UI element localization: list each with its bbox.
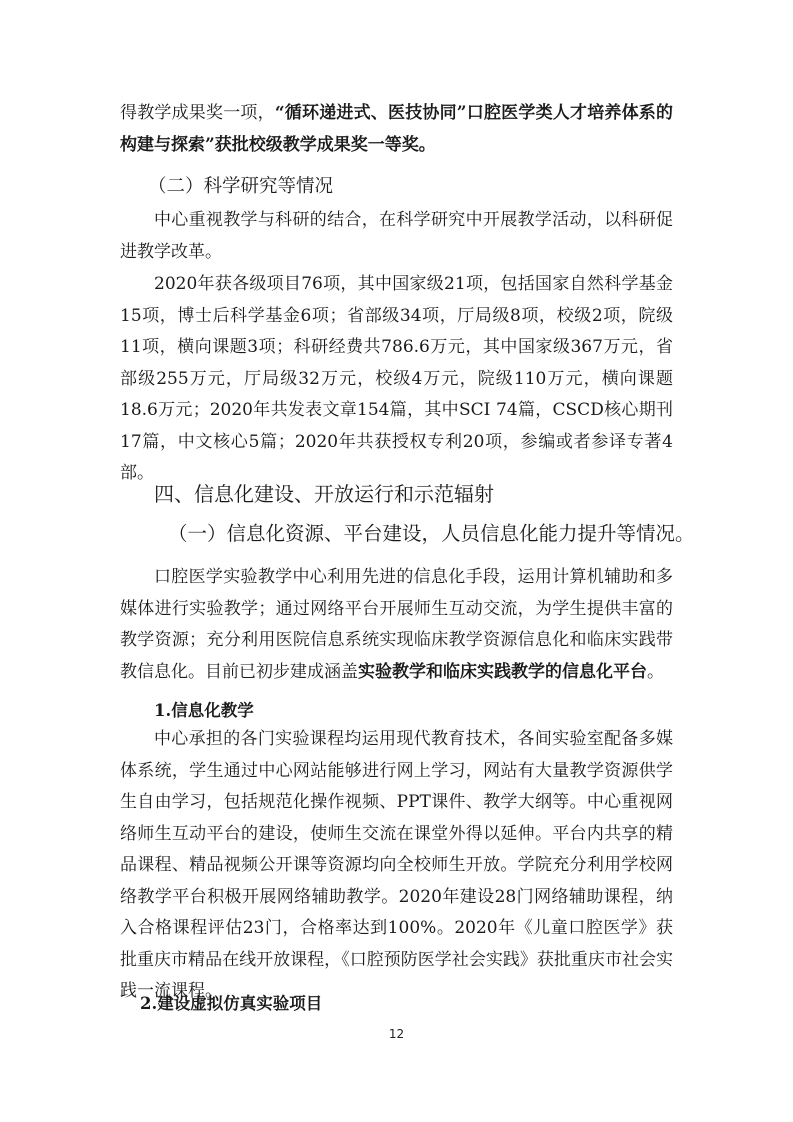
award-lead-text: 得教学成果奖一项， bbox=[120, 103, 275, 123]
platform-highlight-text: 实验教学和临床实践教学的信息化平台 bbox=[358, 661, 647, 682]
paragraph-info-teaching: 中心承担的各门实验课程均运用现代教育技术，各间实验室配备多媒体系统，学生通过中心网站能够进行网上学习，网站有大量教学资源供学生自由学习，包括规范化操作视频、PPT课件、教学大纲等。中心重视网络师生互动平台的建设，使师生交流在课堂外得以延伸。平台内共享的精品课程、精品视频公开课等资源均向全校师生开放。学院充分利用学校网络教学平台积极开展网络辅助教学。2020年建设28门网络辅助课程，纳入合格课程评估23门，合格率达到100%。2020年《儿童口腔医学》获批重庆市精品在线开放课程，《口腔预防医学社会实践》获批重庆市社会实践一流课程。 bbox=[120, 729, 673, 1001]
paragraph-research-stats: 2020年获各级项目76项，其中国家级21项，包括国家自然科学基金15项，博士后科学基金6项；省部级34项，厅局级8项，校级2项，院级11项，横向课题3项；科研经费共786.6万元，其中国家级367万元，省部级255万元，厅局级32万元，校级4万元，院级110万元，横向课题18.6万元；2020年共发表文章154篇，其中SCI 74篇，CSCD核心期刊17篇，中文核心5篇；2020年共获授权专利20项，参编或者参译专著4部。 bbox=[120, 274, 673, 483]
paragraph-platform-intro bbox=[120, 562, 673, 688]
paragraph-teaching-award bbox=[120, 98, 673, 161]
platform-end-text: 。 bbox=[647, 661, 664, 682]
paragraph-research-intro: 中心重视教学与科研的结合，在科学研究中开展教学活动，以科研促进教学改革。 bbox=[120, 210, 673, 262]
page-number: 12 bbox=[388, 1027, 405, 1041]
subheading-info-teaching: 1.信息化教学 bbox=[154, 701, 254, 720]
section-heading-platform: （一）信息化资源、平台建设，人员信息化能力提升等情况。 bbox=[168, 522, 695, 545]
subheading-virtual-sim: 2.建设虚拟仿真实验项目 bbox=[140, 994, 323, 1013]
chapter-heading-informatization: 四、信息化建设、开放运行和示范辐射 bbox=[154, 482, 494, 506]
award-title-text: “循环递进式、医技协同”口腔医学类人才培养体系的构建与探索”获批校级教学成果奖一等奖。 bbox=[120, 103, 673, 155]
platform-intro-text: 口腔医学实验教学中心利用先进的信息化手段，运用计算机辅助和多媒体进行实验教学；通过网络平台开展师生互动交流，为学生提供丰富的教学资源；充分利用医院信息系统实现临床教学资源信息化和临床实践带教信息化。目前已初步建成涵盖 bbox=[120, 567, 673, 682]
section-heading-research: （二）科学研究等情况 bbox=[148, 176, 334, 197]
